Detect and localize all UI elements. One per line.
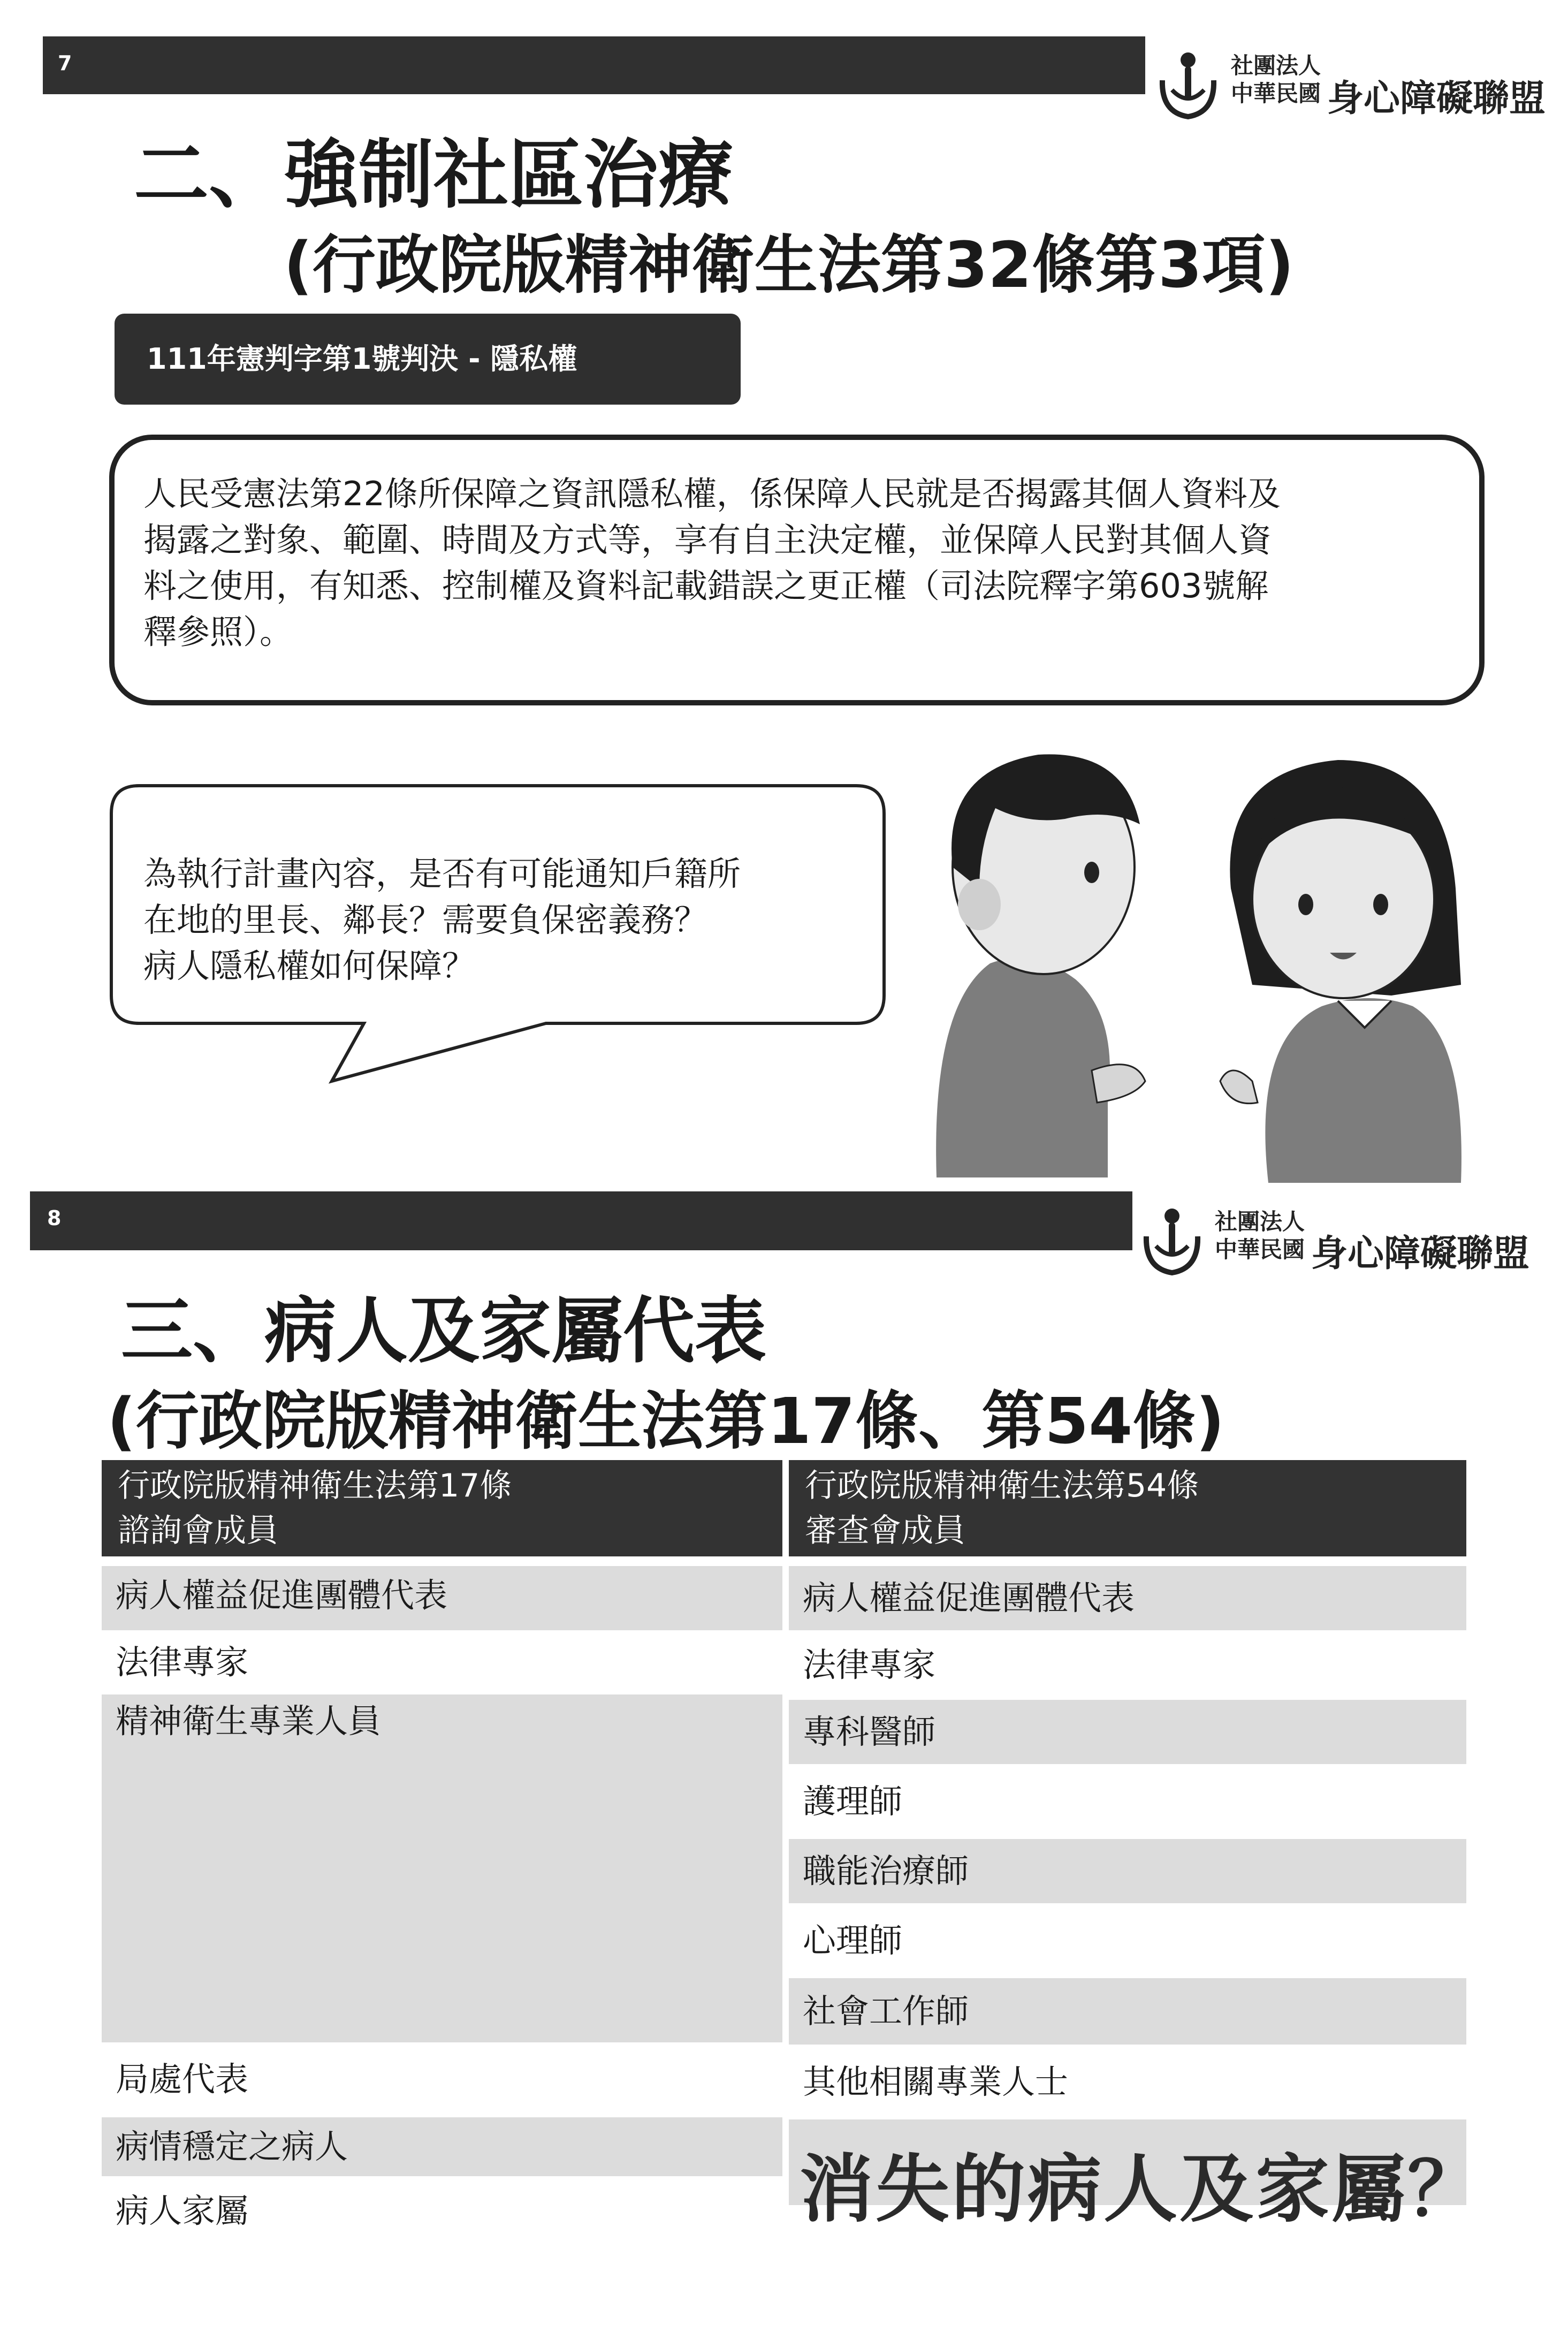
two-people-illustration <box>931 728 1477 1183</box>
table-header-article54 <box>789 1460 1466 1556</box>
table-header-article17 <box>102 1460 782 1556</box>
header-line: 諮詢會成員 <box>118 1512 278 1549</box>
page7-number: 7 <box>58 51 72 75</box>
page7-header-bar <box>43 36 1145 94</box>
table-cell: 精神衛生專業人員 <box>102 1694 782 2042</box>
alliance-logo-icon <box>1151 48 1226 123</box>
quote-line: 料之使用，有知悉、控制權及資料記載錯誤之更正權（司法院釋字第603號解 <box>143 566 1269 605</box>
header-line: 行政院版精神衛生法第54條 <box>805 1467 1199 1504</box>
logo-line1: 社團法人 <box>1231 52 1321 79</box>
table-cell: 其他相關專業人士 <box>803 2062 1069 2101</box>
bubble-line: 病人隱私權如何保障？ <box>143 946 476 985</box>
quote-line: 揭露之對象、範圍、時間及方式等，享有自主決定權，並保障人民對其個人資 <box>143 520 1272 559</box>
logo-name: 身心障礙聯盟 <box>1327 78 1546 120</box>
page8-title-line1: 三、病人及家屬代表 <box>121 1289 767 1373</box>
missing-representatives-question: 消失的病人及家屬？ <box>800 2146 1484 2232</box>
table-cell: 護理師 <box>803 1782 903 1821</box>
table-cell: 病情穩定之病人 <box>102 2117 782 2176</box>
table-cell: 病人權益促進團體代表 <box>789 1566 1466 1630</box>
logo-line2: 中華民國 <box>1231 80 1321 107</box>
header-line: 行政院版精神衛生法第17條 <box>118 1467 512 1504</box>
table-cell: 職能治療師 <box>789 1839 1466 1903</box>
alliance-logo-icon <box>1135 1204 1209 1279</box>
page8-header-bar <box>30 1191 1132 1250</box>
quote-line: 人民受憲法第22條所保障之資訊隱私權，係保障人民就是否揭露其個人資料及 <box>143 474 1281 513</box>
table-cell: 病人家屬 <box>116 2191 249 2230</box>
page8-number: 8 <box>47 1206 62 1230</box>
logo-line2: 中華民國 <box>1215 1236 1305 1263</box>
logo-line1: 社團法人 <box>1215 1209 1305 1235</box>
bubble-line: 在地的里長、鄰長？需要負保密義務？ <box>143 900 708 939</box>
bubble-text <box>143 851 861 989</box>
ruling-tag: 111年憲判字第1號判決 - 隱私權 <box>115 314 741 405</box>
table-cell: 心理師 <box>803 1921 903 1960</box>
table-cell: 病人權益促進團體代表 <box>102 1566 782 1630</box>
table-cell: 法律專家 <box>116 1643 249 1682</box>
quote-line: 釋參照）。 <box>143 612 293 651</box>
page7-logo <box>1151 43 1557 128</box>
table-cell: 局處代表 <box>116 2060 249 2099</box>
page8-logo <box>1135 1199 1552 1285</box>
table-cell: 社會工作師 <box>789 1978 1466 2045</box>
bubble-line: 為執行計畫內容，是否有可能通知戶籍所 <box>143 854 741 893</box>
page8-title-line2: (行政院版精神衛生法第17條、第54條) <box>107 1384 1225 1458</box>
logo-name: 身心障礙聯盟 <box>1311 1233 1530 1275</box>
table-cell: 法律專家 <box>803 1645 936 1684</box>
page7-title-line1: 二、強制社區治療 <box>134 132 734 219</box>
table-cell: 專科醫師 <box>789 1700 1466 1764</box>
privacy-quote-text <box>143 471 1455 655</box>
header-line: 審查會成員 <box>805 1512 965 1549</box>
page7-title-line2: (行政院版精神衛生法第32條第3項) <box>284 228 1295 302</box>
